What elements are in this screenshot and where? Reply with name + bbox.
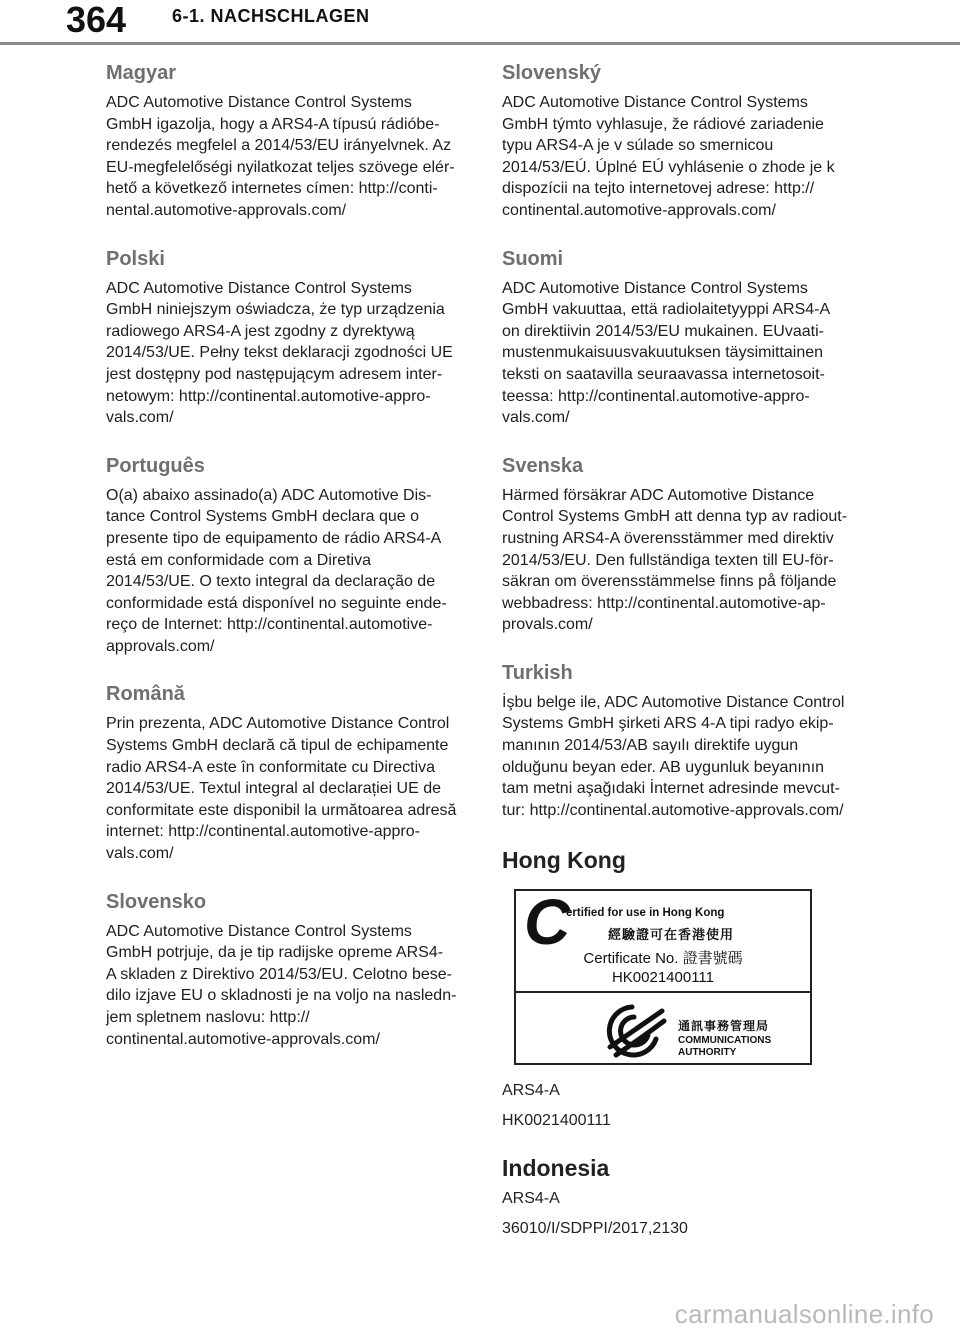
communications-authority-logo-icon — [602, 999, 668, 1061]
section-title: Polski — [106, 247, 165, 270]
section-slovensko — [106, 889, 468, 1051]
section-body: O(a) abaixo assinado(a) ADC Automotive Dis- tance Control Systems GmbH declara que o presente tipo de equipamento de rádio ARS4-A está em conformidade com a Diretiva 2014/53/UE. O texto integral da declaração de conformidade está disponível no seguinte ende- reço de Internet: http://continental.automotive- approvals.com/ — [106, 486, 447, 655]
section-body: Prin prezenta, ADC Automotive Distance Control Systems GmbH declară că tipul de echipamente radio ARS4-A este în conformitate cu Directiva 2014/53/UE. Textul integral al declarației UE de conformitate este disponibil la următoarea adresă internet: http://continental.automotive-appro- vals.com/ — [106, 715, 457, 863]
certificate-text-en: ertified for use in Hong Kong — [566, 907, 725, 920]
section-polski — [106, 246, 468, 429]
section-body: ADC Automotive Distance Control Systems GmbH týmto vyhlasuje, že rádiové zariadenie typu ARS4-A je v súlade so smernicou 2014/53/EÚ. Úplné EÚ vyhlásenie o zhode je k dispozícii na tejto internetovej adrese: http:// continental.automotive-approvals.com/ — [502, 94, 835, 219]
section-title: Português — [106, 454, 205, 477]
section-title: Suomi — [502, 247, 564, 270]
certificate-top-panel — [516, 886, 810, 993]
section-body: İşbu belge ile, ADC Automotive Distance Control Systems GmbH şirketi ARS 4-A tipi radyo ekip- manının 2014/53/AB sayılı direktife uygun olduğunu beyan eder. AB uygunluk beyanının tam metni aşağıdaki İnternet adresinde mevcut- tur: http://continental.automotive-approvals.com/ — [502, 693, 845, 819]
indonesia-title: Indonesia — [502, 1155, 610, 1182]
indonesia-model: ARS4-A — [502, 1190, 560, 1208]
section-svenska — [502, 453, 864, 636]
left-column — [106, 60, 468, 1074]
section-body: Härmed försäkrar ADC Automotive Distance Control Systems GmbH att denna typ av radiout- rustning ARS4-A överensstämmer med direktiv 2014/53/EU. Den fullständiga texten till EU-för- säkran om överensstämmelse finns på följande webbadress: http://continental.automotive-ap- provals.com/ — [502, 486, 848, 634]
hong-kong-number: HK0021400111 — [502, 1112, 611, 1130]
hong-kong-certificate-label — [514, 886, 812, 1065]
section-title: Română — [106, 683, 185, 706]
certificate-number-label: Certificate No. 證書號碼 — [583, 950, 743, 968]
header-divider — [0, 42, 960, 45]
certificate-c-letter: C — [524, 886, 571, 959]
section-body: ADC Automotive Distance Control Systems GmbH niniejszym oświadcza, że typ urządzenia radiowego ARS4-A jest zgodny z dyrektywą 2014/53/UE. Pełny tekst deklaracji zgodności UE jest dostępny pod następującym adresem inter- netowym: http://continental.automotive-appro- vals.com/ — [106, 279, 453, 427]
section-title: Slovensko — [106, 890, 207, 913]
page-number: 364 — [66, 0, 127, 40]
page-header — [0, 0, 960, 46]
indonesia-number: 36010/I/SDPPI/2017,2130 — [502, 1220, 688, 1238]
watermark: carmanualsonline.info — [674, 1299, 934, 1329]
section-body: ADC Automotive Distance Control Systems GmbH igazolja, hogy a ARS4-A típusú rádióbe- rendezés megfelel a 2014/53/EU irányelvnek. Az EU-megfelelőségi nyilatkozat teljes szövege elér- hető a következő internetes címen: http://conti- nental.automotive-approvals.com/ — [106, 94, 455, 219]
section-body: ADC Automotive Distance Control Systems GmbH vakuuttaa, että radiolaitetyyppi ARS4-A on direktiivin 2014/53/EU mukainen. EUvaati- mustenmukaisuusvakuutuksen täysimittainen teksti on saatavilla seuraavassa internetosoit- teessa: http://continental.automotive-appro- vals.com/ — [502, 279, 831, 427]
section-magyar — [106, 60, 468, 222]
section-turkish — [502, 660, 864, 822]
hong-kong-model: ARS4-A — [502, 1082, 560, 1100]
hong-kong-title: Hong Kong — [502, 847, 626, 874]
section-suomi — [502, 246, 864, 429]
certificate-number: HK0021400111 — [611, 969, 715, 987]
section-title: Turkish — [502, 661, 573, 684]
right-column — [502, 60, 864, 1249]
authority-name-en-1: COMMUNICATIONS — [678, 1035, 772, 1047]
authority-name-en-2: AUTHORITY — [678, 1047, 737, 1059]
section-slovensky — [502, 60, 864, 222]
certificate-text-cn: 經驗證可在香港使用 — [608, 927, 735, 943]
section-title: Svenska — [502, 454, 584, 477]
section-title: Slovenský — [502, 62, 601, 84]
section-romana — [106, 681, 468, 864]
section-body: ADC Automotive Distance Control Systems GmbH potrjuje, da je tip radijske opreme ARS4- A skladen z Direktivo 2014/53/EU. Celotno bese- dilo izjave EU o skladnosti je na voljo na nasledn- jem spletnem naslovu: http:// continental.automotive-approvals.com/ — [106, 922, 457, 1048]
chapter-title: 6-1. NACHSCHLAGEN — [172, 6, 370, 26]
authority-name-cn: 通訊事務管理局 — [678, 1019, 770, 1034]
section-title: Magyar — [106, 62, 177, 84]
section-portugues — [106, 453, 468, 658]
